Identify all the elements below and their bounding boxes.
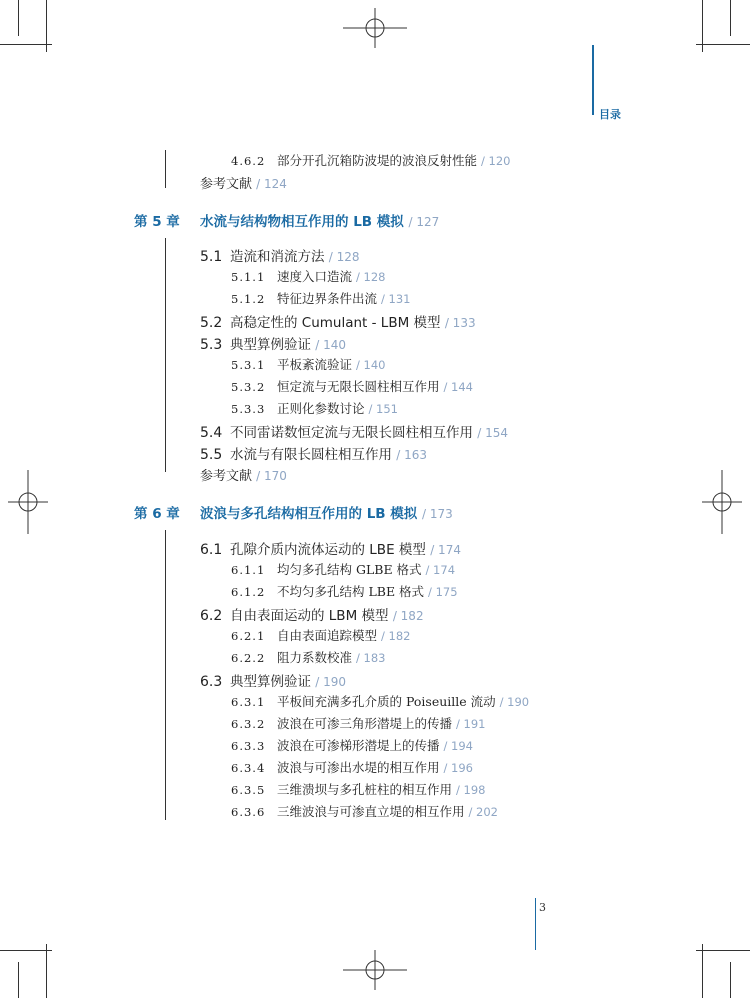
crop-mark (18, 962, 19, 998)
toc-subsection[interactable]: 6.3.5 三维溃坝与多孔桩柱的相互作用 / 198 (231, 782, 486, 797)
chapter-rule (165, 150, 166, 188)
crop-mark (0, 950, 52, 951)
chapter-rule (165, 238, 166, 472)
toc-subsection[interactable]: 4.6.2 部分开孔沉箱防波堤的波浪反射性能 / 120 (231, 153, 511, 168)
toc-section[interactable]: 5.4 不同雷诺数恒定流与无限长圆柱相互作用 / 154 (200, 425, 509, 441)
toc-subsection[interactable]: 6.1.2 不均匀多孔结构 LBE 格式 / 175 (231, 584, 458, 599)
toc-subsection[interactable]: 5.3.3 正则化参数讨论 / 151 (231, 401, 398, 416)
crop-mark (46, 0, 47, 52)
toc-references[interactable]: 参考文献 / 170 (200, 469, 287, 484)
toc-chapter[interactable]: 第 6 章 波浪与多孔结构相互作用的 LB 模拟 / 173 (134, 506, 453, 522)
page-number: 3 (539, 901, 546, 914)
toc-subsection[interactable]: 5.1.2 特征边界条件出流 / 131 (231, 291, 411, 306)
toc-section[interactable]: 6.3 典型算例验证 / 190 (200, 674, 347, 690)
crop-mark (730, 962, 731, 998)
toc-subsection[interactable]: 6.3.6 三维波浪与可渗直立堤的相互作用 / 202 (231, 804, 498, 819)
toc-references[interactable]: 参考文献 / 124 (200, 177, 287, 192)
header-rule (592, 45, 594, 115)
toc-section[interactable]: 5.1 造流和消流方法 / 128 (200, 249, 360, 265)
crop-mark (18, 0, 19, 36)
toc-section[interactable]: 6.1 孔隙介质内流体运动的 LBE 模型 / 174 (200, 542, 461, 558)
toc-section[interactable]: 5.3 典型算例验证 / 140 (200, 337, 347, 353)
toc-section[interactable]: 6.2 自由表面运动的 LBM 模型 / 182 (200, 608, 424, 624)
crop-mark (0, 44, 52, 45)
registration-mark-right (702, 470, 742, 534)
toc-subsection[interactable]: 5.1.1 速度入口造流 / 128 (231, 269, 386, 284)
toc-subsection[interactable]: 6.1.1 均匀多孔结构 GLBE 格式 / 174 (231, 562, 456, 577)
crop-mark (696, 44, 750, 45)
footer-rule (535, 898, 536, 950)
crop-mark (702, 0, 703, 52)
crop-mark (696, 950, 750, 951)
chapter-rule (165, 530, 166, 820)
toc-subsection[interactable]: 6.2.2 阻力系数校准 / 183 (231, 650, 386, 665)
crop-mark (702, 944, 703, 998)
crop-mark (46, 944, 47, 998)
toc-subsection[interactable]: 6.3.1 平板间充满多孔介质的 Poiseuille 流动 / 190 (231, 694, 530, 709)
toc-subsection[interactable]: 6.2.1 自由表面追踪模型 / 182 (231, 628, 411, 643)
toc-subsection[interactable]: 6.3.4 波浪与可渗出水堤的相互作用 / 196 (231, 760, 473, 775)
toc-subsection[interactable]: 6.3.3 波浪在可渗梯形潜堤上的传播 / 194 (231, 738, 473, 753)
running-header: 目录 (599, 108, 621, 121)
toc-section[interactable]: 5.5 水流与有限长圆柱相互作用 / 163 (200, 447, 428, 463)
registration-mark-top (343, 8, 407, 48)
toc-subsection[interactable]: 6.3.2 波浪在可渗三角形潜堤上的传播 / 191 (231, 716, 486, 731)
toc-chapter[interactable]: 第 5 章 水流与结构物相互作用的 LB 模拟 / 127 (134, 214, 440, 230)
registration-mark-bottom (343, 950, 407, 990)
toc-subsection[interactable]: 5.3.1 平板紊流验证 / 140 (231, 357, 386, 372)
toc-subsection[interactable]: 5.3.2 恒定流与无限长圆柱相互作用 / 144 (231, 379, 473, 394)
registration-mark-left (8, 470, 48, 534)
toc-section[interactable]: 5.2 高稳定性的 Cumulant - LBM 模型 / 133 (200, 315, 476, 331)
crop-mark (730, 0, 731, 36)
